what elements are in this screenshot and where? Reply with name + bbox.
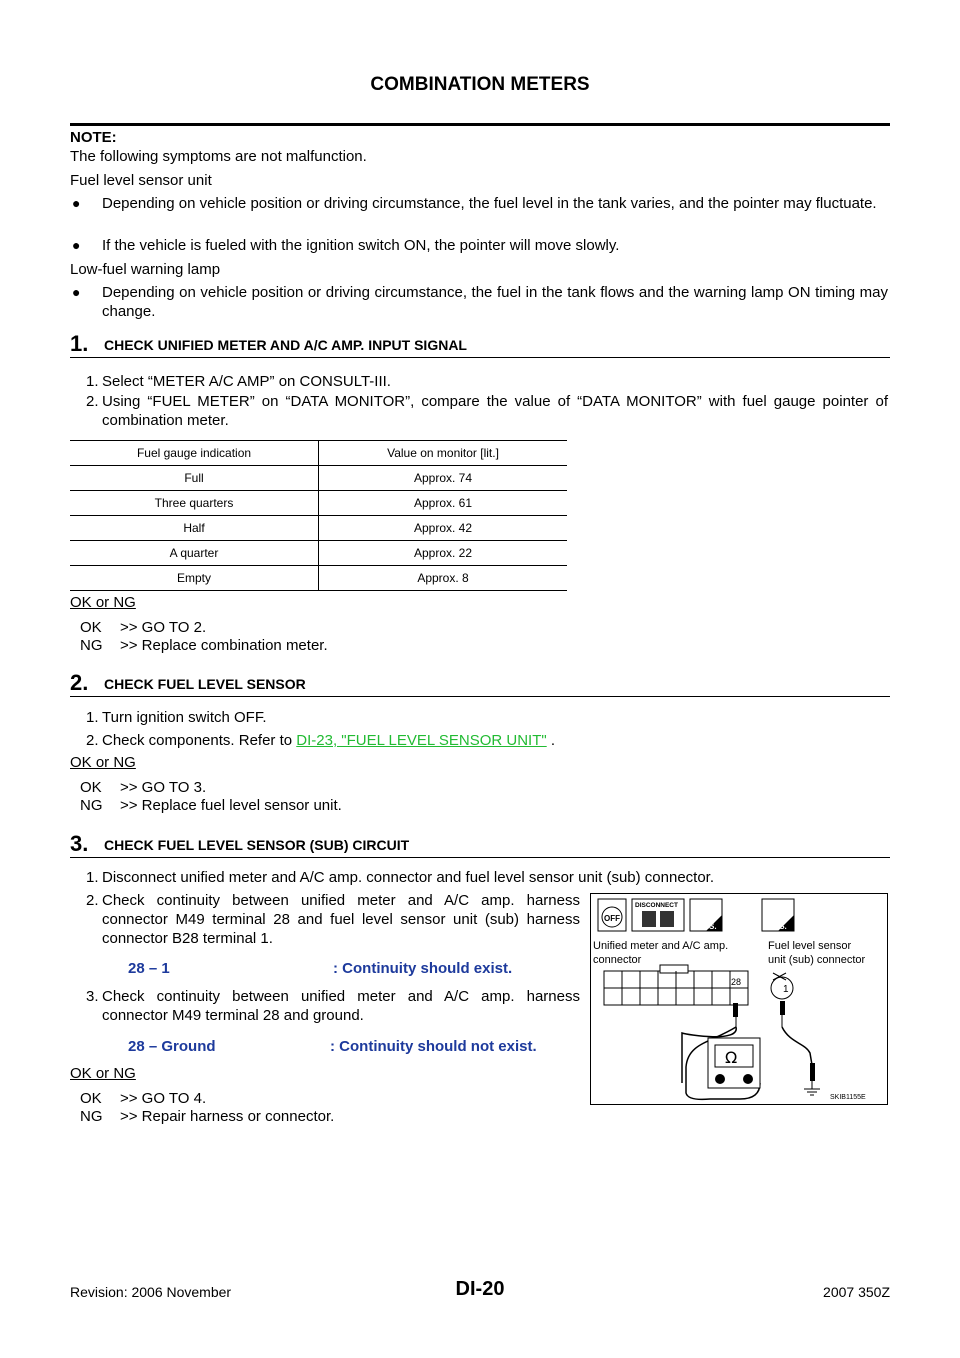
meter-connector-label: connector bbox=[593, 954, 642, 966]
step-3-item: 3. Check continuity between unified meter and A/C amp. harness connector M49 terminal 28 and ground. bbox=[86, 988, 580, 1024]
step-number: 1. bbox=[70, 331, 89, 356]
reference-link[interactable]: DI-23, "FUEL LEVEL SENSOR UNIT" bbox=[296, 732, 547, 749]
step-1-item: 2. Using “FUEL METER” on “DATA MONITOR”, compare the value of “DATA MONITOR” with fuel gauge pointer of combination meter. bbox=[86, 393, 888, 429]
step-2-item: 2. Check components. Refer to DI-23, "FUEL LEVEL SENSOR UNIT" . bbox=[86, 732, 556, 749]
bullet-icon: ● bbox=[72, 284, 81, 300]
step-title: CHECK FUEL LEVEL SENSOR (SUB) CIRCUIT bbox=[104, 837, 410, 853]
step-number: 2. bbox=[70, 670, 89, 695]
sensor-connector-label: unit (sub) connector bbox=[768, 954, 866, 966]
fuel-sensor-heading: Fuel level sensor unit bbox=[70, 172, 212, 189]
table-cell: Approx. 74 bbox=[319, 466, 568, 491]
step-3-heading bbox=[70, 831, 890, 858]
step-number: 3. bbox=[70, 831, 89, 856]
pin-label: 28 bbox=[731, 977, 742, 987]
continuity-check-diagram bbox=[590, 893, 888, 1105]
ok-or-ng-label: OK or NG bbox=[70, 754, 136, 771]
table-header-cell: Value on monitor [lit.] bbox=[319, 441, 568, 466]
step-3-item: 1. Disconnect unified meter and A/C amp. connector and fuel level sensor unit (sub) connector. bbox=[86, 869, 715, 886]
result-ok: OK >> GO TO 4. bbox=[80, 1090, 207, 1107]
footer-model: 2007 350Z bbox=[823, 1284, 890, 1300]
table-header-row bbox=[70, 441, 567, 466]
svg-text:Ω: Ω bbox=[725, 1048, 738, 1067]
svg-text:H.S.: H.S. bbox=[701, 922, 717, 931]
disconnect-icon bbox=[632, 899, 684, 931]
step-2-heading bbox=[70, 670, 890, 697]
page-number: DI-20 bbox=[455, 1278, 505, 1300]
table-row bbox=[70, 491, 567, 516]
lowfuel-heading: Low-fuel warning lamp bbox=[70, 261, 221, 278]
sensor-connector-label: Fuel level sensor bbox=[768, 940, 852, 952]
step-2-item: 1. Turn ignition switch OFF. bbox=[86, 709, 267, 726]
fuel-gauge-table bbox=[70, 440, 567, 591]
step-3-item: 2. Check continuity between unified meter and A/C amp. harness connector M49 terminal 28 and fuel level sensor unit (sub) harness connector B28 terminal 1. bbox=[86, 892, 580, 947]
note-label: NOTE: bbox=[70, 129, 117, 146]
table-row bbox=[70, 541, 567, 566]
step-title: CHECK UNIFIED METER AND A/C AMP. INPUT SIGNAL bbox=[104, 337, 467, 353]
svg-text:OFF: OFF bbox=[604, 914, 620, 923]
harness-side-icon bbox=[690, 899, 722, 931]
ok-or-ng-label: OK or NG bbox=[70, 594, 136, 611]
table-cell: Full bbox=[70, 466, 319, 491]
bullet-icon: ● bbox=[72, 195, 81, 211]
step-1-heading bbox=[70, 331, 890, 358]
continuity-spec-right: : Continuity should not exist. bbox=[330, 1038, 537, 1055]
step-1-item: 1. Select “METER A/C AMP” on CONSULT-III. bbox=[86, 373, 391, 390]
result-ok: OK >> GO TO 2. bbox=[80, 619, 207, 636]
svg-text:DISCONNECT: DISCONNECT bbox=[635, 902, 678, 909]
table-row bbox=[70, 566, 567, 591]
table-cell: Empty bbox=[70, 566, 319, 591]
table-cell: Three quarters bbox=[70, 491, 319, 516]
svg-text:T.S.: T.S. bbox=[773, 922, 787, 931]
footer-revision: Revision: 2006 November bbox=[70, 1284, 232, 1300]
result-ng: NG >> Replace combination meter. bbox=[80, 637, 328, 654]
table-cell: Half bbox=[70, 516, 319, 541]
continuity-spec-left: 28 – 1 bbox=[128, 960, 170, 977]
table-cell: A quarter bbox=[70, 541, 319, 566]
result-ng: NG >> Replace fuel level sensor unit. bbox=[80, 797, 342, 814]
continuity-spec-right: : Continuity should exist. bbox=[333, 960, 513, 977]
table-header-cell: Fuel gauge indication bbox=[70, 441, 319, 466]
figure-code: SKIB1155E bbox=[830, 1094, 866, 1101]
continuity-spec-left: 28 – Ground bbox=[128, 1038, 216, 1055]
table-row bbox=[70, 466, 567, 491]
terminal-side-icon bbox=[762, 899, 794, 931]
ok-or-ng-label: OK or NG bbox=[70, 1065, 136, 1082]
ohmmeter-icon bbox=[708, 1038, 760, 1088]
table-cell: Approx. 61 bbox=[319, 491, 568, 516]
note-bullet: ● Depending on vehicle position or driving circumstance, the fuel in the tank flows and the warning lamp ON timing may change. bbox=[72, 284, 888, 320]
meter-connector bbox=[604, 965, 748, 1005]
meter-connector-label: Unified meter and A/C amp. bbox=[593, 940, 729, 952]
note-bullet: ● If the vehicle is fueled with the ignition switch ON, the pointer will move slowly. bbox=[72, 237, 620, 254]
note-line: The following symptoms are not malfunction. bbox=[70, 148, 367, 165]
table-row bbox=[70, 516, 567, 541]
table-cell: Approx. 42 bbox=[319, 516, 568, 541]
table-cell: Approx. 8 bbox=[319, 566, 568, 591]
result-ng: NG >> Repair harness or connector. bbox=[80, 1108, 335, 1125]
bullet-icon: ● bbox=[72, 237, 81, 253]
header-rule bbox=[70, 123, 890, 126]
table-cell: Approx. 22 bbox=[319, 541, 568, 566]
result-ok: OK >> GO TO 3. bbox=[80, 779, 207, 796]
step-title: CHECK FUEL LEVEL SENSOR bbox=[104, 676, 306, 692]
note-bullet: ● Depending on vehicle position or driving circumstance, the fuel level in the tank varies, and the pointer may fluctuate. bbox=[72, 195, 877, 212]
ignition-off-icon bbox=[598, 899, 626, 931]
page-title: COMBINATION METERS bbox=[370, 74, 590, 95]
pin-label: 1 bbox=[783, 984, 789, 995]
